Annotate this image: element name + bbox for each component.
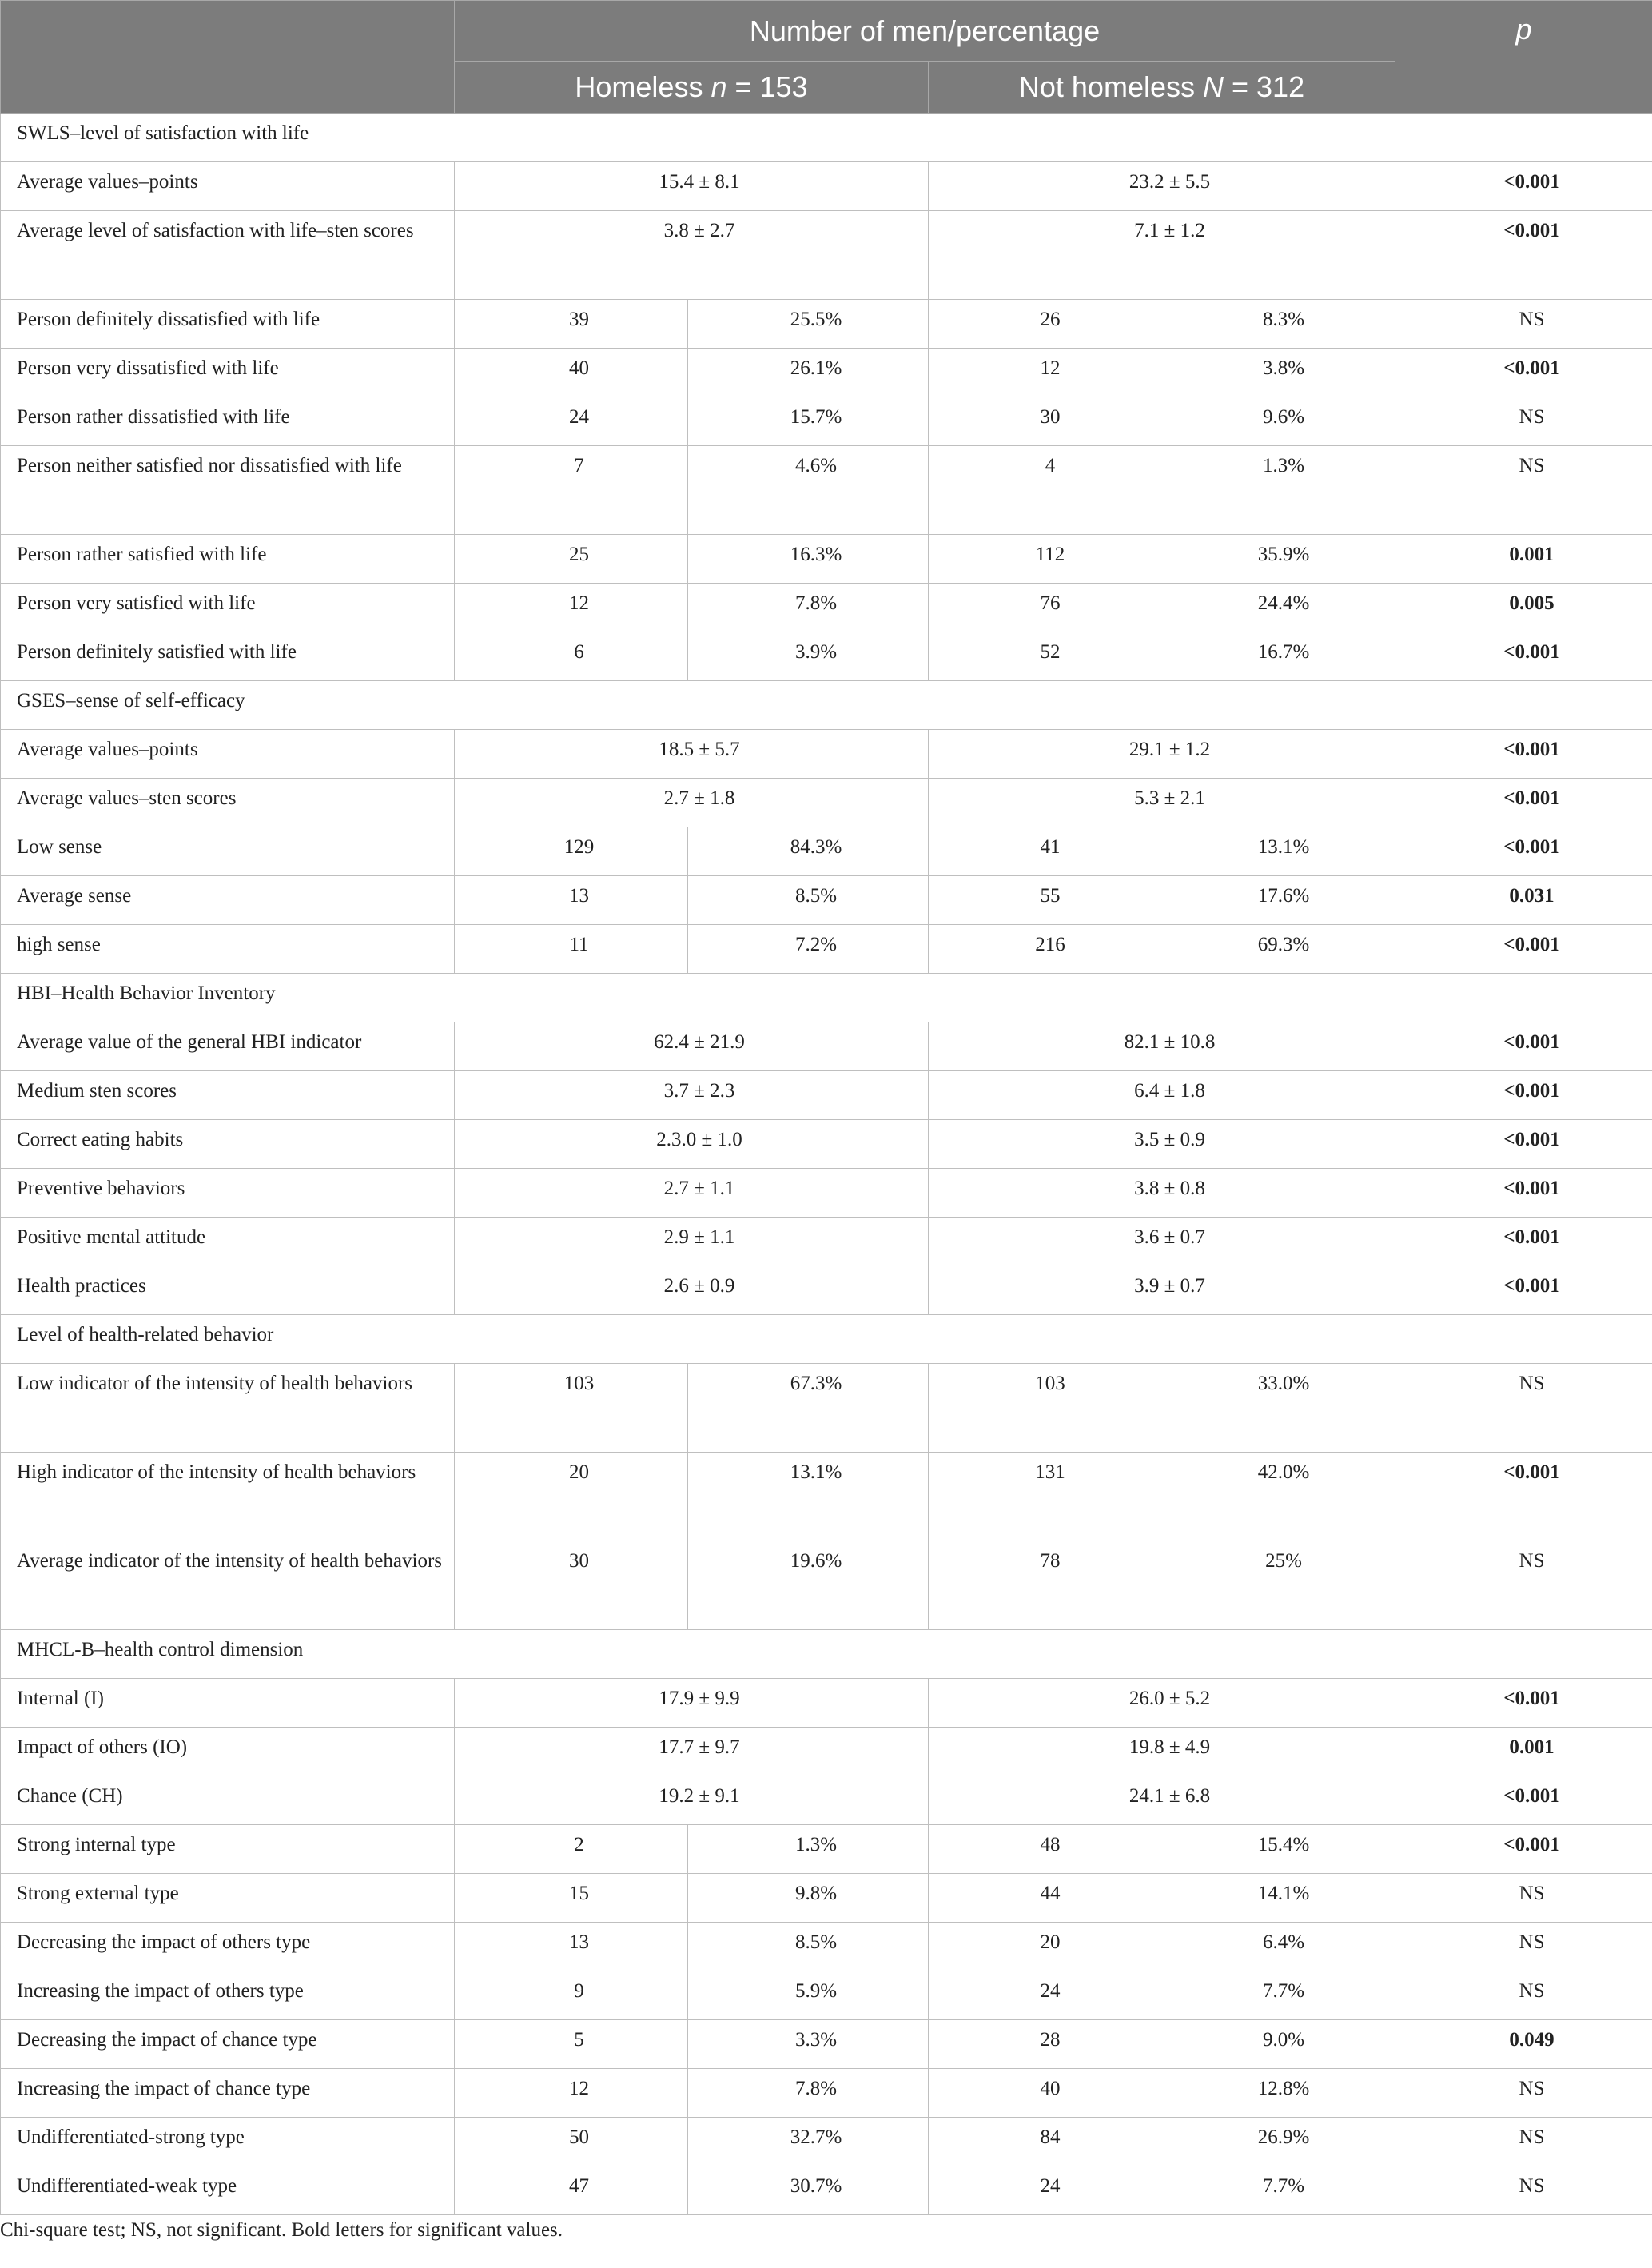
row-label: Person very dissatisfied with life [1,349,455,397]
homeless-percent: 26.1% [688,349,929,397]
row-label: Decreasing the impact of chance type [1,2020,455,2069]
homeless-mean-value: 17.7 ± 9.7 [455,1728,929,1776]
not-homeless-percent: 24.4% [1156,584,1395,632]
table-footnote: Chi-square test; NS, not significant. Bold letters for significant values. [0,2219,563,2241]
p-value: <0.001 [1395,827,1652,876]
header-homeless [455,62,929,114]
p-value: NS [1395,1364,1652,1453]
homeless-count: 5 [455,2020,688,2069]
homeless-percent: 8.5% [688,876,929,925]
homeless-mean-value: 62.4 ± 21.9 [455,1022,929,1071]
row-label: Average level of satisfaction with life–sten scores [1,211,455,300]
not-homeless-percent: 8.3% [1156,300,1395,349]
table-row [1,925,1652,974]
not-homeless-count: 76 [929,584,1156,632]
row-label: Correct eating habits [1,1120,455,1169]
p-value: NS [1395,2166,1652,2215]
section-heading: GSES–sense of self-efficacy [1,681,1652,730]
not-homeless-percent: 15.4% [1156,1825,1395,1874]
not-homeless-count: 41 [929,827,1156,876]
table-body [1,114,1652,2215]
table-row [1,1071,1652,1120]
row-label: Increasing the impact of others type [1,1971,455,2020]
header-homeless-n-value: = 153 [726,70,808,104]
p-value: <0.001 [1395,211,1652,300]
homeless-percent: 8.5% [688,1923,929,1971]
p-value: 0.001 [1395,1728,1652,1776]
table-row [1,1825,1652,1874]
p-value: <0.001 [1395,1120,1652,1169]
homeless-mean-value: 2.6 ± 0.9 [455,1266,929,1315]
homeless-percent: 16.3% [688,535,929,584]
p-value: NS [1395,446,1652,535]
p-value: <0.001 [1395,1679,1652,1728]
homeless-percent: 84.3% [688,827,929,876]
homeless-percent: 30.7% [688,2166,929,2215]
homeless-percent: 25.5% [688,300,929,349]
homeless-percent: 5.9% [688,1971,929,2020]
homeless-count: 13 [455,1923,688,1971]
p-value: <0.001 [1395,1071,1652,1120]
table-row [1,349,1652,397]
p-value: <0.001 [1395,1218,1652,1266]
p-value: NS [1395,1541,1652,1630]
p-value: <0.001 [1395,925,1652,974]
p-value: NS [1395,1971,1652,2020]
table-row [1,730,1652,779]
header-not-homeless [929,62,1395,114]
not-homeless-count: 26 [929,300,1156,349]
p-value: NS [1395,2118,1652,2166]
p-value: NS [1395,300,1652,349]
not-homeless-count: 20 [929,1923,1156,1971]
p-value: <0.001 [1395,349,1652,397]
not-homeless-count: 24 [929,1971,1156,2020]
header-group-title: Number of men/percentage [455,1,1395,62]
table-row [1,1971,1652,2020]
row-label: Person rather satisfied with life [1,535,455,584]
header-p [1395,1,1652,114]
not-homeless-percent: 35.9% [1156,535,1395,584]
not-homeless-count: 28 [929,2020,1156,2069]
not-homeless-count: 30 [929,397,1156,446]
homeless-count: 39 [455,300,688,349]
row-label: Average sense [1,876,455,925]
homeless-percent: 7.8% [688,584,929,632]
homeless-mean-value: 2.3.0 ± 1.0 [455,1120,929,1169]
section-row [1,974,1652,1022]
p-value: <0.001 [1395,632,1652,681]
not-homeless-mean-value: 3.5 ± 0.9 [929,1120,1395,1169]
table-row [1,397,1652,446]
homeless-count: 11 [455,925,688,974]
table-row [1,446,1652,535]
section-heading: Level of health-related behavior [1,1315,1652,1364]
not-homeless-mean-value: 19.8 ± 4.9 [929,1728,1395,1776]
homeless-percent: 4.6% [688,446,929,535]
not-homeless-count: 112 [929,535,1156,584]
table-row [1,1874,1652,1923]
row-label: Low sense [1,827,455,876]
homeless-count: 12 [455,584,688,632]
homeless-mean-value: 2.9 ± 1.1 [455,1218,929,1266]
table-row [1,1218,1652,1266]
homeless-count: 6 [455,632,688,681]
p-value: <0.001 [1395,1266,1652,1315]
table-row [1,1169,1652,1218]
row-label: Low indicator of the intensity of health behaviors [1,1364,455,1453]
row-label: Average indicator of the intensity of health behaviors [1,1541,455,1630]
not-homeless-percent: 69.3% [1156,925,1395,974]
table-row [1,162,1652,211]
homeless-count: 40 [455,349,688,397]
homeless-mean-value: 18.5 ± 5.7 [455,730,929,779]
header-p-label: p [1515,13,1532,46]
not-homeless-percent: 42.0% [1156,1453,1395,1541]
homeless-count: 7 [455,446,688,535]
row-label: Decreasing the impact of others type [1,1923,455,1971]
not-homeless-count: 40 [929,2069,1156,2118]
row-label: Strong external type [1,1874,455,1923]
row-label: Average values–sten scores [1,779,455,827]
table-row [1,1541,1652,1630]
row-label: Chance (CH) [1,1776,455,1825]
row-label: Person neither satisfied nor dissatisfied with life [1,446,455,535]
not-homeless-mean-value: 82.1 ± 10.8 [929,1022,1395,1071]
homeless-count: 129 [455,827,688,876]
homeless-count: 2 [455,1825,688,1874]
section-heading: MHCL-B–health control dimension [1,1630,1652,1679]
p-value: 0.049 [1395,2020,1652,2069]
homeless-count: 30 [455,1541,688,1630]
homeless-percent: 7.8% [688,2069,929,2118]
table-row [1,1679,1652,1728]
not-homeless-percent: 9.6% [1156,397,1395,446]
header-not-homeless-n-value: = 312 [1224,70,1305,104]
not-homeless-count: 24 [929,2166,1156,2215]
not-homeless-mean-value: 3.9 ± 0.7 [929,1266,1395,1315]
table-row [1,1776,1652,1825]
row-label: Increasing the impact of chance type [1,2069,455,2118]
not-homeless-count: 4 [929,446,1156,535]
not-homeless-percent: 16.7% [1156,632,1395,681]
not-homeless-mean-value: 29.1 ± 1.2 [929,730,1395,779]
row-label: Person definitely satisfied with life [1,632,455,681]
not-homeless-percent: 7.7% [1156,1971,1395,2020]
not-homeless-count: 78 [929,1541,1156,1630]
not-homeless-percent: 6.4% [1156,1923,1395,1971]
table-row [1,1120,1652,1169]
not-homeless-percent: 9.0% [1156,2020,1395,2069]
table-row [1,211,1652,300]
not-homeless-count: 103 [929,1364,1156,1453]
homeless-mean-value: 3.7 ± 2.3 [455,1071,929,1120]
not-homeless-mean-value: 26.0 ± 5.2 [929,1679,1395,1728]
header-homeless-label: Homeless [575,70,711,104]
row-label: Strong internal type [1,1825,455,1874]
table-row [1,2020,1652,2069]
table-row [1,779,1652,827]
row-label: Person rather dissatisfied with life [1,397,455,446]
homeless-count: 47 [455,2166,688,2215]
table-row [1,1923,1652,1971]
homeless-percent: 1.3% [688,1825,929,1874]
row-label: Average values–points [1,730,455,779]
p-value: 0.031 [1395,876,1652,925]
header-homeless-n-symbol: n [711,70,727,104]
table-row [1,1728,1652,1776]
row-label: Average values–points [1,162,455,211]
homeless-percent: 19.6% [688,1541,929,1630]
row-label: Preventive behaviors [1,1169,455,1218]
row-label: Undifferentiated-strong type [1,2118,455,2166]
homeless-mean-value: 17.9 ± 9.9 [455,1679,929,1728]
row-label: Person very satisfied with life [1,584,455,632]
homeless-count: 24 [455,397,688,446]
table-row [1,876,1652,925]
homeless-mean-value: 2.7 ± 1.1 [455,1169,929,1218]
homeless-count: 20 [455,1453,688,1541]
p-value: <0.001 [1395,1169,1652,1218]
homeless-percent: 3.9% [688,632,929,681]
homeless-count: 15 [455,1874,688,1923]
not-homeless-percent: 12.8% [1156,2069,1395,2118]
section-heading: SWLS–level of satisfaction with life [1,114,1652,162]
p-value: NS [1395,1874,1652,1923]
row-label: Undifferentiated-weak type [1,2166,455,2215]
table-row [1,1364,1652,1453]
p-value: <0.001 [1395,1825,1652,1874]
section-row [1,114,1652,162]
not-homeless-count: 12 [929,349,1156,397]
not-homeless-mean-value: 23.2 ± 5.5 [929,162,1395,211]
table-row [1,2166,1652,2215]
homeless-count: 50 [455,2118,688,2166]
section-row [1,1630,1652,1679]
section-heading: HBI–Health Behavior Inventory [1,974,1652,1022]
row-label: Medium sten scores [1,1071,455,1120]
not-homeless-count: 44 [929,1874,1156,1923]
table-row [1,632,1652,681]
table-row [1,1266,1652,1315]
row-label: Positive mental attitude [1,1218,455,1266]
table-row [1,584,1652,632]
section-row [1,1315,1652,1364]
not-homeless-count: 52 [929,632,1156,681]
p-value: <0.001 [1395,1453,1652,1541]
not-homeless-count: 84 [929,2118,1156,2166]
row-label: Health practices [1,1266,455,1315]
homeless-percent: 15.7% [688,397,929,446]
not-homeless-percent: 33.0% [1156,1364,1395,1453]
table-row [1,2118,1652,2166]
not-homeless-count: 131 [929,1453,1156,1541]
row-label: Impact of others (IO) [1,1728,455,1776]
homeless-count: 9 [455,1971,688,2020]
homeless-percent: 13.1% [688,1453,929,1541]
section-row [1,681,1652,730]
not-homeless-percent: 7.7% [1156,2166,1395,2215]
not-homeless-mean-value: 3.8 ± 0.8 [929,1169,1395,1218]
not-homeless-mean-value: 24.1 ± 6.8 [929,1776,1395,1825]
homeless-count: 25 [455,535,688,584]
homeless-count: 103 [455,1364,688,1453]
p-value: <0.001 [1395,1022,1652,1071]
row-label: Average value of the general HBI indicator [1,1022,455,1071]
not-homeless-percent: 13.1% [1156,827,1395,876]
table-row [1,827,1652,876]
homeless-percent: 9.8% [688,1874,929,1923]
p-value: <0.001 [1395,779,1652,827]
not-homeless-percent: 26.9% [1156,2118,1395,2166]
table-header [1,1,1652,114]
not-homeless-percent: 17.6% [1156,876,1395,925]
row-label: high sense [1,925,455,974]
homeless-count: 13 [455,876,688,925]
homeless-mean-value: 19.2 ± 9.1 [455,1776,929,1825]
not-homeless-count: 216 [929,925,1156,974]
header-empty-cell [1,1,455,114]
table-row [1,2069,1652,2118]
homeless-percent: 67.3% [688,1364,929,1453]
table-row [1,1453,1652,1541]
not-homeless-percent: 3.8% [1156,349,1395,397]
row-label: Person definitely dissatisfied with life [1,300,455,349]
not-homeless-mean-value: 6.4 ± 1.8 [929,1071,1395,1120]
p-value: 0.005 [1395,584,1652,632]
not-homeless-count: 55 [929,876,1156,925]
homeless-mean-value: 2.7 ± 1.8 [455,779,929,827]
p-value: <0.001 [1395,1776,1652,1825]
header-not-homeless-n-symbol: N [1203,70,1224,104]
table-row [1,535,1652,584]
table-row [1,300,1652,349]
p-value: 0.001 [1395,535,1652,584]
p-value: NS [1395,397,1652,446]
homeless-mean-value: 15.4 ± 8.1 [455,162,929,211]
table-row [1,1022,1652,1071]
homeless-percent: 3.3% [688,2020,929,2069]
homeless-percent: 7.2% [688,925,929,974]
homeless-percent: 32.7% [688,2118,929,2166]
p-value: NS [1395,1923,1652,1971]
not-homeless-count: 48 [929,1825,1156,1874]
homeless-count: 12 [455,2069,688,2118]
not-homeless-mean-value: 7.1 ± 1.2 [929,211,1395,300]
row-label: Internal (I) [1,1679,455,1728]
homeless-mean-value: 3.8 ± 2.7 [455,211,929,300]
header-not-homeless-label: Not homeless [1018,70,1203,104]
not-homeless-mean-value: 3.6 ± 0.7 [929,1218,1395,1266]
p-value: NS [1395,2069,1652,2118]
not-homeless-percent: 14.1% [1156,1874,1395,1923]
p-value: <0.001 [1395,162,1652,211]
not-homeless-percent: 25% [1156,1541,1395,1630]
p-value: <0.001 [1395,730,1652,779]
row-label: High indicator of the intensity of health behaviors [1,1453,455,1541]
not-homeless-percent: 1.3% [1156,446,1395,535]
not-homeless-mean-value: 5.3 ± 2.1 [929,779,1395,827]
